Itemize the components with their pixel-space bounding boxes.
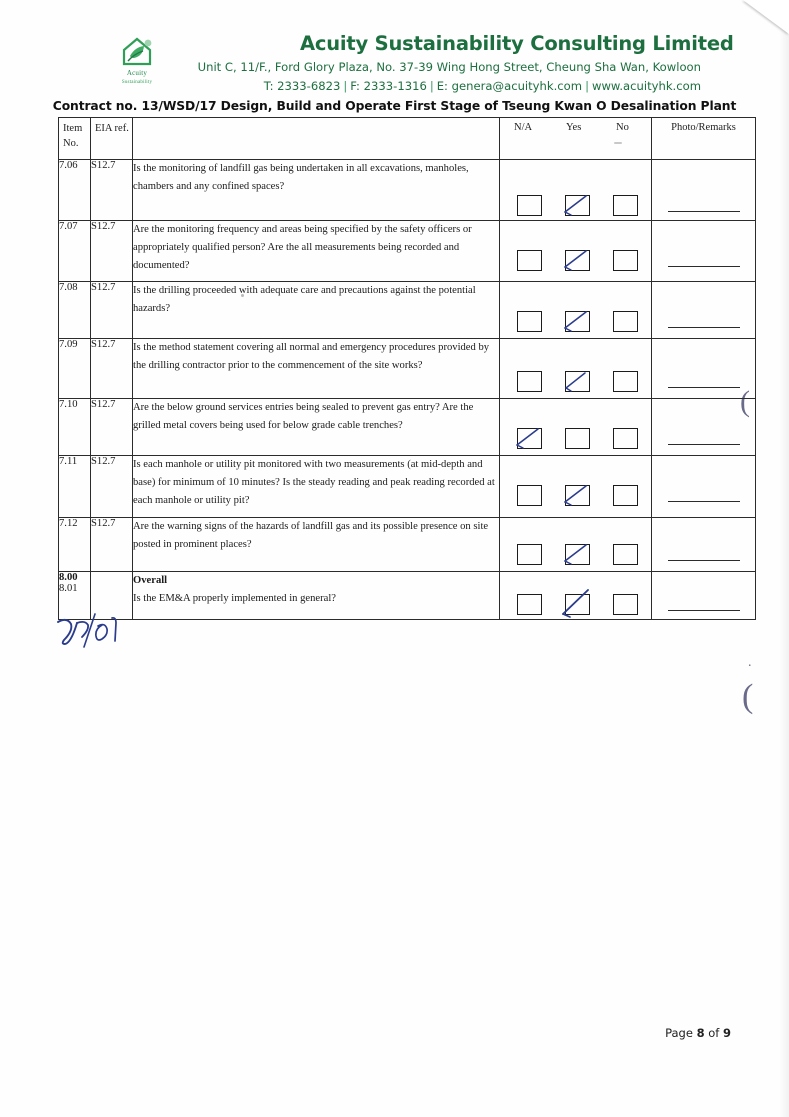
row-description: Is the method statement covering all normal and emergency procedures provided by the drilling contractor prior to the commencement of the site works?	[133, 339, 500, 399]
header-na: N/A	[514, 122, 533, 133]
fax-label: F: 2333-1316	[350, 79, 427, 93]
section-item-no: 8.00	[59, 572, 78, 583]
company-name: Acuity Sustainability Consulting Limited	[300, 32, 734, 55]
row-item-no: 7.12	[59, 518, 91, 572]
inspection-checklist-table	[58, 117, 756, 620]
table-row	[59, 456, 756, 518]
row-item-no: 7.07	[59, 221, 91, 282]
logo-wordmark	[106, 69, 168, 86]
checkbox-yes[interactable]	[565, 371, 590, 392]
logo-name: Acuity	[126, 69, 148, 77]
table-header-row	[59, 118, 756, 160]
checkbox-na[interactable]	[517, 428, 542, 449]
logo-tagline: Sustainability	[121, 80, 153, 86]
checkbox-yes[interactable]	[565, 428, 590, 449]
checkbox-no[interactable]	[613, 594, 638, 615]
website-label: www.acuityhk.com	[591, 79, 701, 93]
checkbox-no[interactable]	[613, 485, 638, 506]
row-description: Is the monitoring of landfill gas being undertaken in all excavations, manholes, chambers and any confined spaces?	[133, 160, 500, 221]
page-edge-shadow	[779, 0, 789, 1117]
row-answer-cell	[500, 282, 652, 339]
row-photo-remarks	[652, 518, 756, 572]
row-answer-cell	[500, 339, 652, 399]
header-eia-ref: EIA ref.	[91, 118, 133, 160]
row-answer-cell	[500, 518, 652, 572]
remarks-rule	[668, 610, 740, 611]
header-answer-columns	[500, 118, 652, 160]
checkbox-na[interactable]	[517, 250, 542, 271]
checkbox-yes[interactable]	[565, 485, 590, 506]
page-number: 8	[696, 1026, 705, 1040]
row-answer-cell	[500, 572, 652, 620]
row-eia-ref: S12.7	[91, 456, 133, 518]
telephone-label: T: 2333-6823	[263, 79, 341, 93]
checkbox-yes[interactable]	[565, 594, 590, 615]
page-total: 9	[722, 1026, 731, 1040]
row-eia-ref: S12.7	[91, 339, 133, 399]
scan-artifact-arc: (	[740, 385, 750, 418]
row-item-no: 7.10	[59, 399, 91, 456]
remarks-rule	[668, 327, 740, 328]
row-description-section	[133, 572, 500, 620]
row-photo-remarks	[652, 160, 756, 221]
row-eia-ref: S12.7	[91, 518, 133, 572]
checkbox-no[interactable]	[613, 195, 638, 216]
row-item-no: 7.06	[59, 160, 91, 221]
checkbox-na[interactable]	[517, 311, 542, 332]
remarks-rule	[668, 444, 740, 445]
scan-artifact-arc: (	[742, 678, 754, 715]
letterhead	[0, 18, 789, 96]
checkbox-no[interactable]	[613, 544, 638, 565]
row-answer-cell	[500, 160, 652, 221]
header-item-no: Item No.	[59, 118, 91, 160]
row-answer-cell	[500, 456, 652, 518]
checkbox-na[interactable]	[517, 371, 542, 392]
table-row	[59, 160, 756, 221]
header-description	[133, 118, 500, 160]
table-row	[59, 339, 756, 399]
row-description: Are the below ground services entries being sealed to prevent gas entry? Are the grilled metal covers being used for below grade cable trenches?	[133, 399, 500, 456]
company-address: Unit C, 11/F., Ford Glory Plaza, No. 37-39 Wing Hong Street, Cheung Sha Wan, Kowloon	[197, 60, 701, 74]
checkbox-no[interactable]	[613, 250, 638, 271]
checkbox-yes[interactable]	[565, 250, 590, 271]
row-description: Is the drilling proceeded with adequate care and precautions against the potential hazards?	[133, 282, 500, 339]
row-eia-ref: S12.7	[91, 160, 133, 221]
header-yes: Yes	[566, 122, 582, 133]
page-label-middle: of	[704, 1026, 723, 1040]
checkbox-yes[interactable]	[565, 544, 590, 565]
row-eia-ref: S12.7	[91, 282, 133, 339]
header-photo-remarks: Photo/Remarks	[652, 118, 756, 160]
page-label-prefix: Page	[665, 1026, 697, 1040]
remarks-rule	[668, 501, 740, 502]
row-description: Are the monitoring frequency and areas being specified by the safety officers or appropriately qualified person? Are the all measurements being recorded and documented?	[133, 221, 500, 282]
section-title: Overall	[133, 575, 168, 586]
remarks-rule	[668, 387, 740, 388]
row-photo-remarks	[652, 221, 756, 282]
row-photo-remarks	[652, 572, 756, 620]
house-leaf-logo-icon	[117, 34, 157, 68]
row-answer-cell	[500, 221, 652, 282]
row-photo-remarks	[652, 282, 756, 339]
header-no: No	[616, 122, 629, 133]
checkbox-no[interactable]	[613, 371, 638, 392]
checkbox-no[interactable]	[613, 311, 638, 332]
scan-artifact-dot: .	[748, 655, 752, 670]
checkbox-na[interactable]	[517, 485, 542, 506]
remarks-rule	[668, 266, 740, 267]
contract-title: Contract no. 13/WSD/17 Design, Build and Operate First Stage of Tseung Kwan O Desalination Plant	[52, 99, 737, 113]
checkbox-yes[interactable]	[565, 195, 590, 216]
page-footer	[665, 1026, 731, 1040]
row-item-no: 7.09	[59, 339, 91, 399]
company-logo	[106, 34, 168, 92]
table-row-overall	[59, 572, 756, 620]
remarks-rule	[668, 211, 740, 212]
checkbox-yes[interactable]	[565, 311, 590, 332]
checkbox-na[interactable]	[517, 195, 542, 216]
subsection-item-no: 8.01	[59, 583, 78, 594]
email-label: E: genera@acuityhk.com	[436, 79, 583, 93]
row-answer-cell	[500, 399, 652, 456]
handwritten-date	[54, 612, 144, 654]
row-item-no: 7.08	[59, 282, 91, 339]
row-eia-ref: S12.7	[91, 221, 133, 282]
row-photo-remarks	[652, 399, 756, 456]
row-item-no: 7.11	[59, 456, 91, 518]
table-row	[59, 518, 756, 572]
row-eia-ref: S12.7	[91, 399, 133, 456]
row-description: Is each manhole or utility pit monitored with two measurements (at mid-depth and base) for minimum of 10 minutes? Is the steady reading and peak reading recorded at each manhole or utility pit?	[133, 456, 500, 518]
section-description: Is the EM&A properly implemented in general?	[133, 593, 336, 605]
remarks-rule	[668, 560, 740, 561]
checkbox-no[interactable]	[613, 428, 638, 449]
checkbox-na[interactable]	[517, 594, 542, 615]
table-row	[59, 282, 756, 339]
row-description: Are the warning signs of the hazards of landfill gas and its possible presence on site posted in prominent places?	[133, 518, 500, 572]
row-photo-remarks	[652, 339, 756, 399]
checkbox-na[interactable]	[517, 544, 542, 565]
company-contact-line: T: 2333-6823 | F: 2333-1316 | E: genera@acuityhk.com | www.acuityhk.com	[263, 79, 701, 93]
row-photo-remarks	[652, 456, 756, 518]
table-row	[59, 221, 756, 282]
table-row	[59, 399, 756, 456]
